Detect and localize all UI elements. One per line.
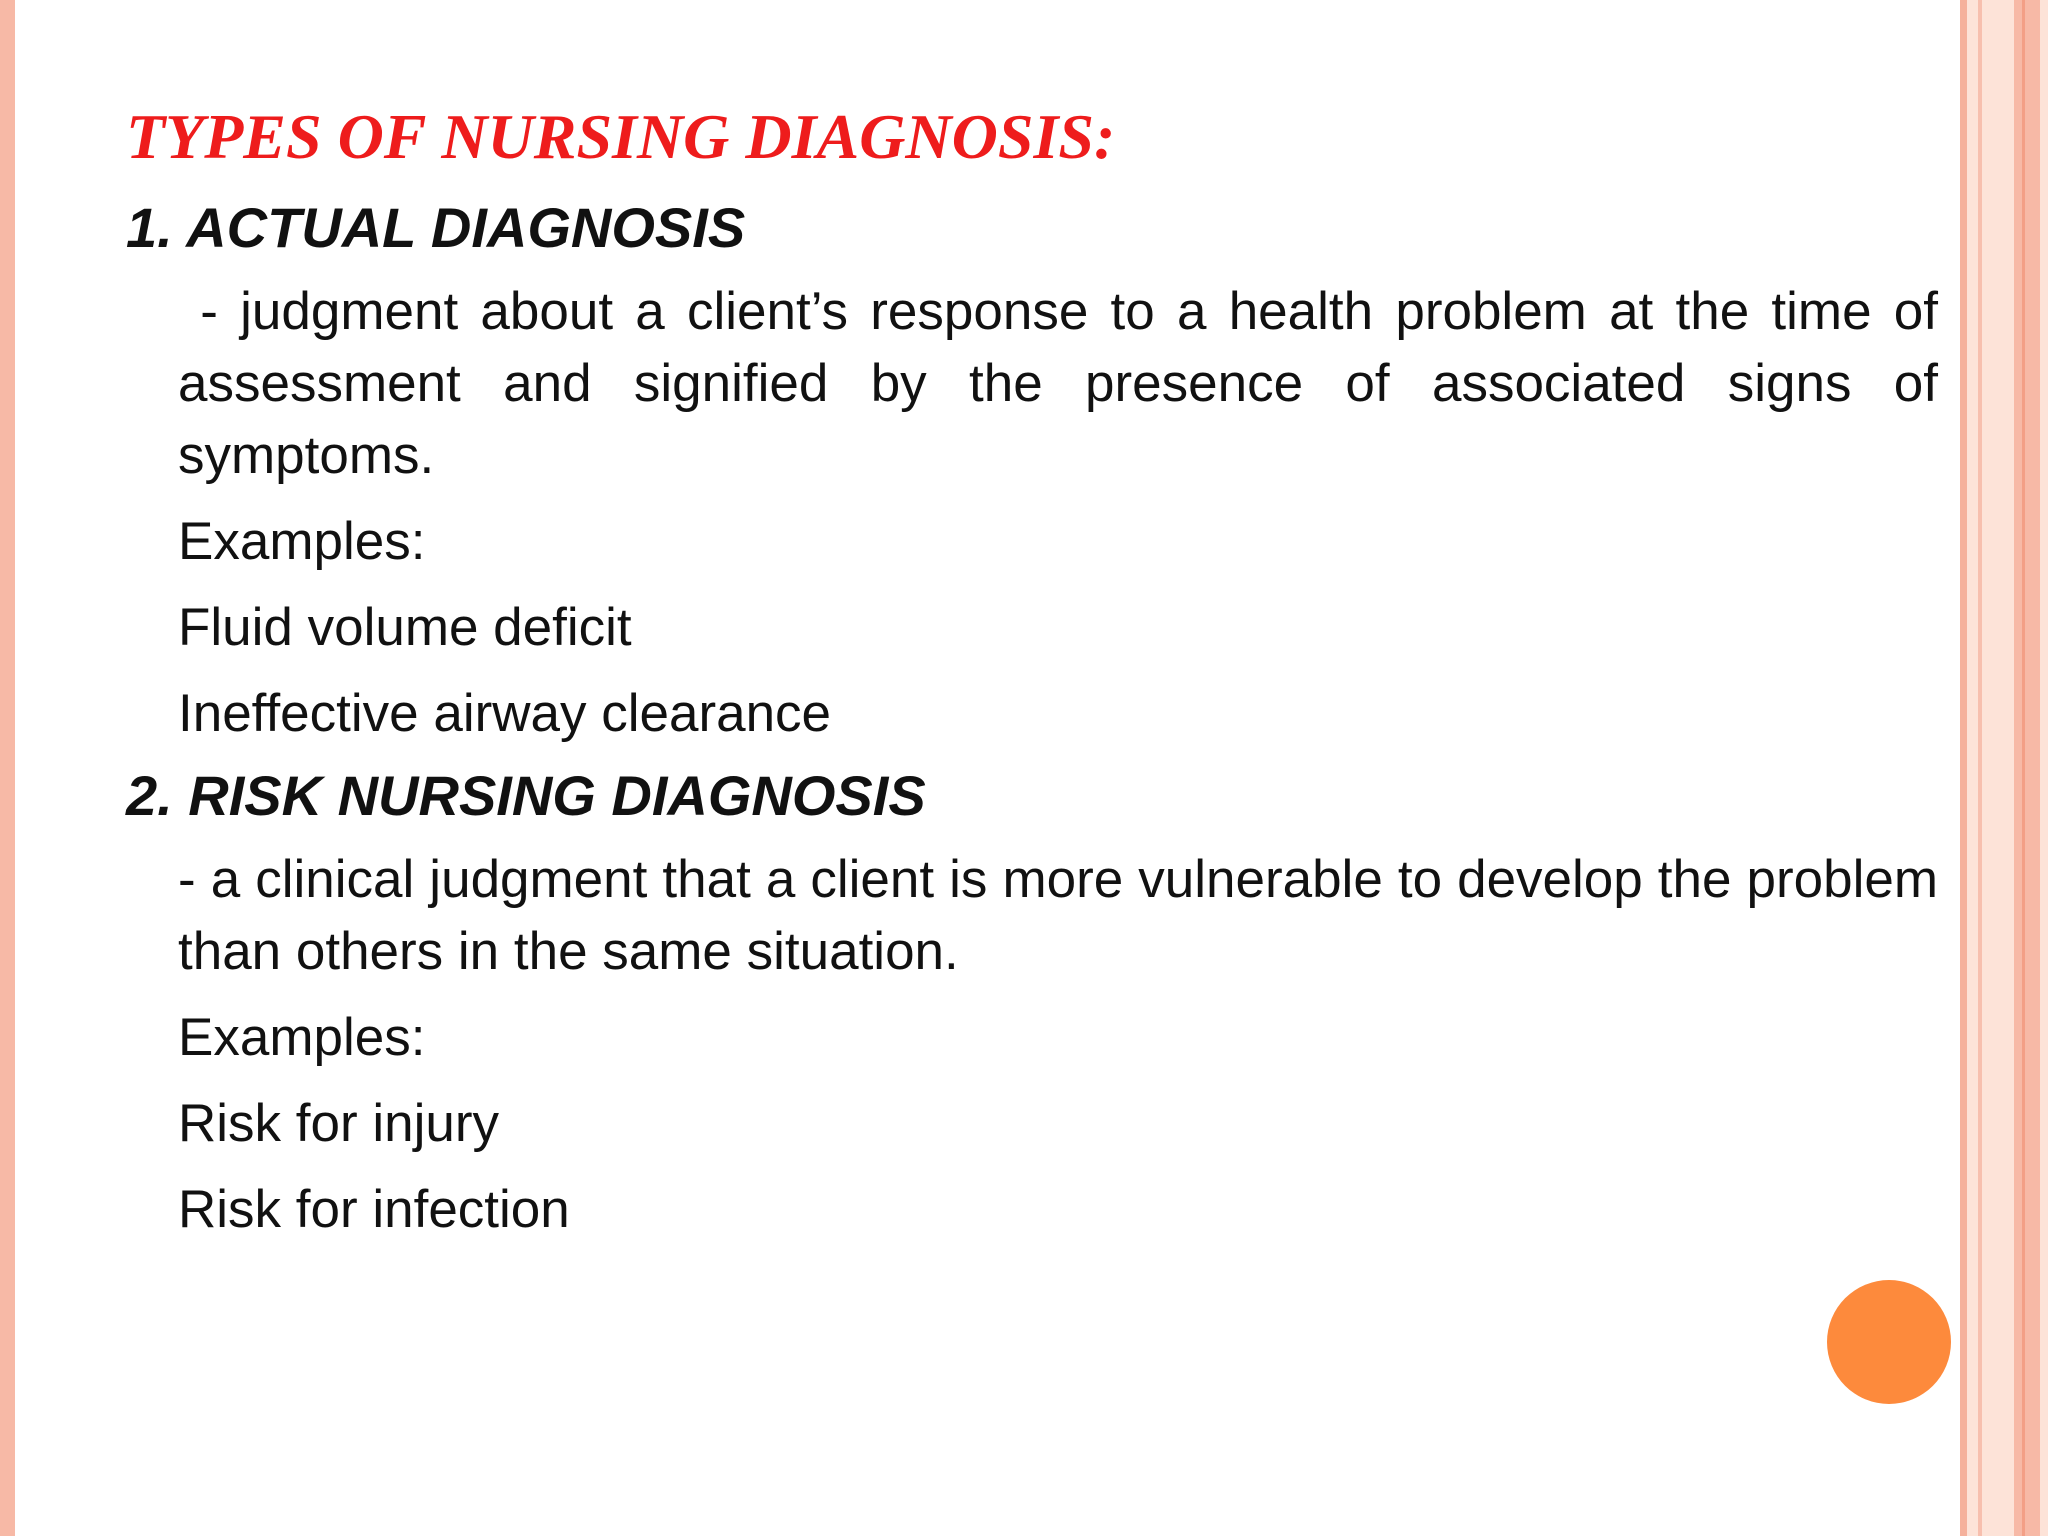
example-item: Ineffective airway clearance: [178, 684, 832, 743]
section-description: - judgment about a client’s response to a health problem at the time of assessment and signified by the presence of associated signs of symptoms.: [178, 282, 1953, 485]
examples-label: Examples:: [178, 1008, 426, 1067]
slide-content: [126, 92, 1953, 1246]
left-border-stripe: [0, 0, 15, 1536]
section-risk-diagnosis: [126, 760, 1938, 1246]
slide-title: TYPES OF NURSING DIAGNOSIS:: [126, 101, 1116, 172]
example-item: Fluid volume deficit: [178, 598, 632, 657]
section-heading: 1. ACTUAL DIAGNOSIS: [126, 196, 746, 259]
section-actual-diagnosis: [126, 192, 1953, 750]
right-border-line: [2022, 0, 2025, 1536]
example-item: Risk for infection: [178, 1180, 570, 1239]
orange-circle-decoration: [1827, 1280, 1951, 1404]
examples-label: Examples:: [178, 512, 426, 571]
right-border-line: [1960, 0, 1967, 1536]
example-item: Risk for injury: [178, 1094, 500, 1153]
right-border-line: [1978, 0, 1982, 1536]
section-heading: 2. RISK NURSING DIAGNOSIS: [126, 764, 926, 827]
right-border-line: [2014, 0, 2040, 1536]
section-description: - a clinical judgment that a client is more vulnerable to develop the problem than others in the same situation.: [178, 850, 1938, 981]
